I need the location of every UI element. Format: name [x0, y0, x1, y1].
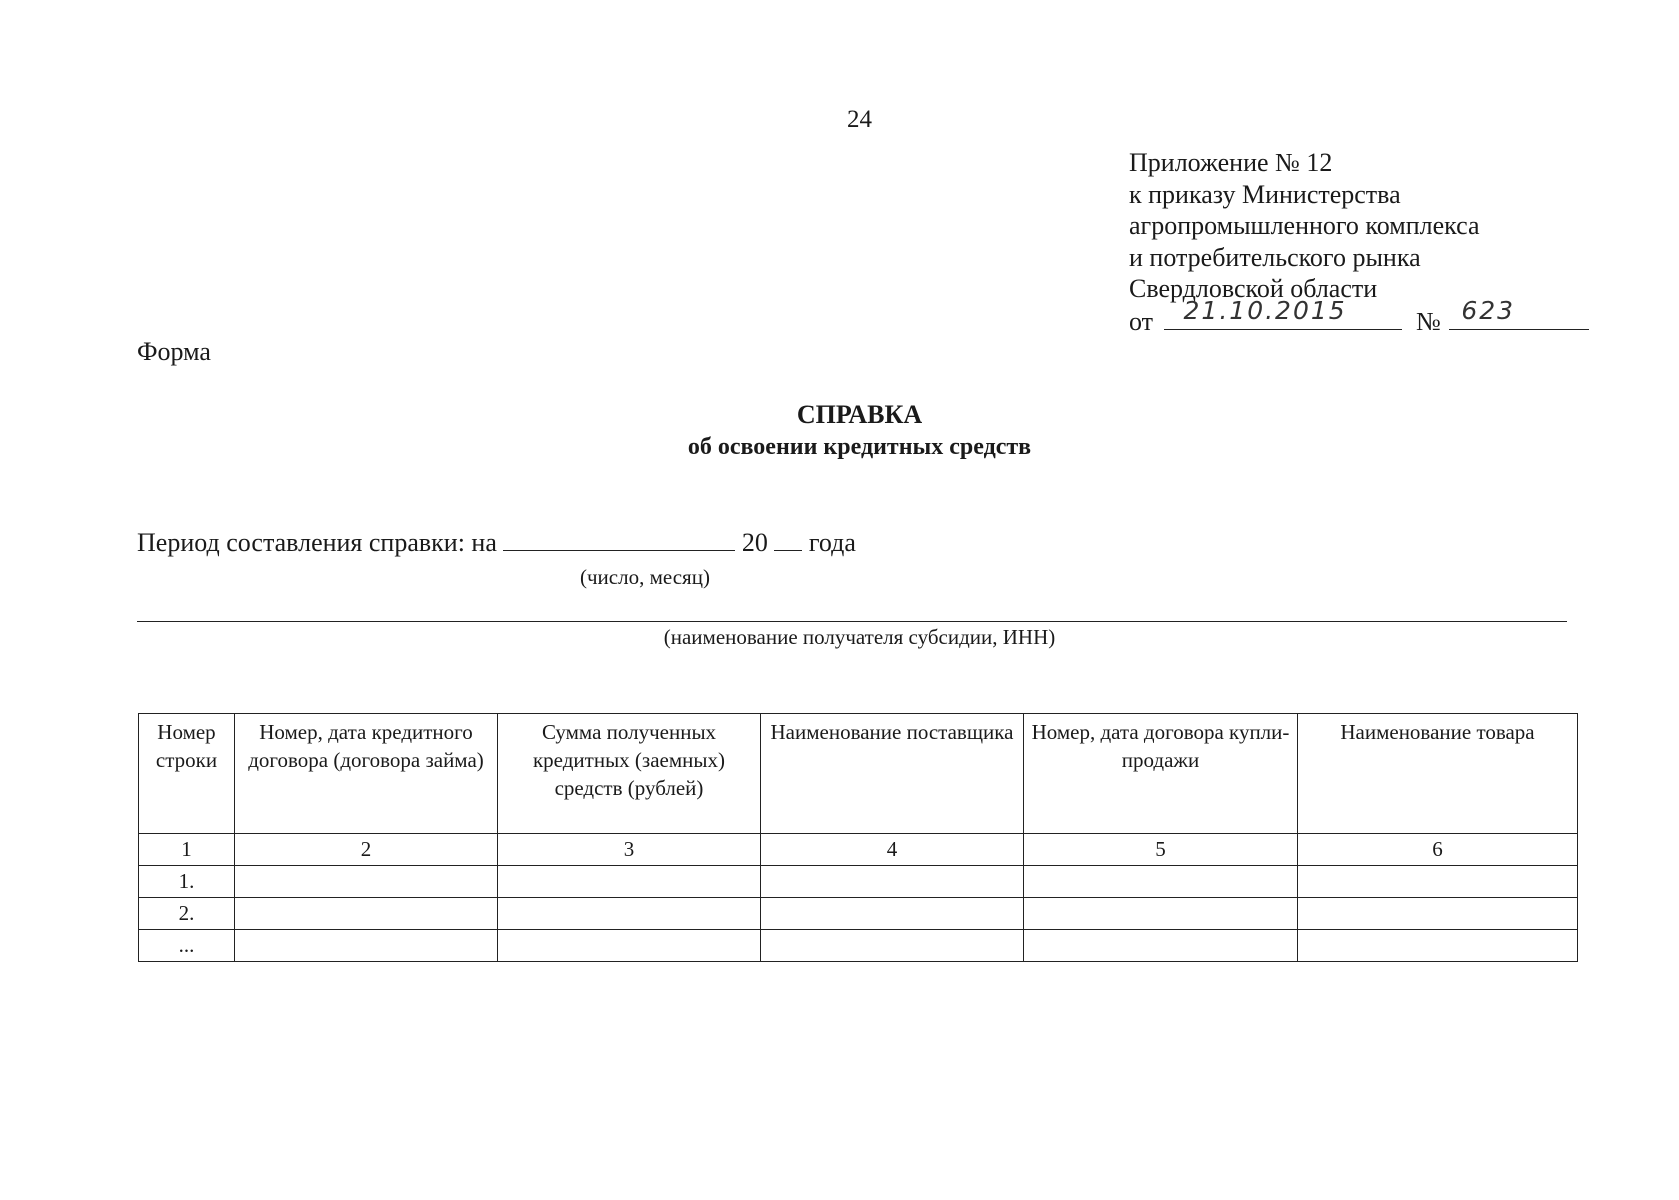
- column-header: Наименование товара: [1298, 714, 1578, 834]
- table-row: [139, 930, 1578, 962]
- column-number-row: [139, 834, 1578, 866]
- table-cell[interactable]: [761, 930, 1024, 962]
- table-cell[interactable]: [761, 898, 1024, 930]
- column-number: 2: [235, 834, 498, 866]
- table-cell[interactable]: [1024, 930, 1298, 962]
- appendix-line: Свердловской области: [1129, 274, 1378, 303]
- number-field: [1449, 296, 1589, 330]
- row-number: ...: [139, 930, 235, 962]
- recipient-hint: (наименование получателя субсидии, ИНН): [663, 625, 1056, 649]
- appendix-line: агропромышленного комплекса: [1129, 211, 1480, 240]
- handwritten-date: 21.10.2015: [1183, 296, 1347, 325]
- number-prefix: №: [1416, 306, 1441, 336]
- appendix-line: к приказу Министерства: [1129, 179, 1401, 209]
- date-field: [1164, 296, 1402, 330]
- year-blank[interactable]: [774, 528, 802, 551]
- table-cell[interactable]: [235, 930, 498, 962]
- appendix-block: [1129, 147, 1589, 337]
- year-prefix: 20: [741, 528, 768, 557]
- page-number: 24: [847, 106, 872, 133]
- table-cell[interactable]: [1298, 930, 1578, 962]
- form-label: Форма: [137, 337, 211, 366]
- handwritten-number: 623: [1461, 296, 1516, 325]
- table-row: [139, 898, 1578, 930]
- table-cell[interactable]: [1024, 898, 1298, 930]
- period-line: [137, 528, 856, 558]
- date-prefix: от: [1129, 306, 1154, 336]
- table-cell[interactable]: [235, 898, 498, 930]
- column-header: Номер строки: [139, 714, 235, 834]
- year-suffix: года: [808, 528, 856, 557]
- table-row: [139, 866, 1578, 898]
- column-number: 3: [498, 834, 761, 866]
- table-cell[interactable]: [1298, 866, 1578, 898]
- row-number: 1.: [139, 866, 235, 898]
- period-label: Период составления справки: на: [137, 528, 497, 557]
- table-cell[interactable]: [1024, 866, 1298, 898]
- column-number: 1: [139, 834, 235, 866]
- row-number: 2.: [139, 898, 235, 930]
- column-number: 4: [761, 834, 1024, 866]
- table-cell[interactable]: [1298, 898, 1578, 930]
- document-subtitle: об освоении кредитных средств: [687, 434, 1032, 460]
- column-header: Сумма полученных кредитных (заемных) средств (рублей): [498, 714, 761, 834]
- period-hint: (число, месяц): [580, 565, 710, 589]
- column-number: 6: [1298, 834, 1578, 866]
- date-blank[interactable]: [503, 528, 735, 551]
- table-header-row: [139, 714, 1578, 834]
- report-table: [138, 713, 1578, 962]
- document-title: СПРАВКА: [796, 400, 923, 429]
- recipient-blank[interactable]: [137, 621, 1567, 622]
- column-header: Номер, дата кредитного договора (договора займа): [235, 714, 498, 834]
- table-cell[interactable]: [498, 930, 761, 962]
- table-cell[interactable]: [498, 898, 761, 930]
- appendix-date-line: [1129, 296, 1589, 338]
- column-header: Номер, дата договора купли-продажи: [1024, 714, 1298, 834]
- appendix-line: Приложение № 12: [1129, 148, 1333, 177]
- table-cell[interactable]: [235, 866, 498, 898]
- column-number: 5: [1024, 834, 1298, 866]
- appendix-line: и потребительского рынка: [1129, 242, 1421, 272]
- table-cell[interactable]: [498, 866, 761, 898]
- column-header: Наименование поставщика: [761, 714, 1024, 834]
- table-cell[interactable]: [761, 866, 1024, 898]
